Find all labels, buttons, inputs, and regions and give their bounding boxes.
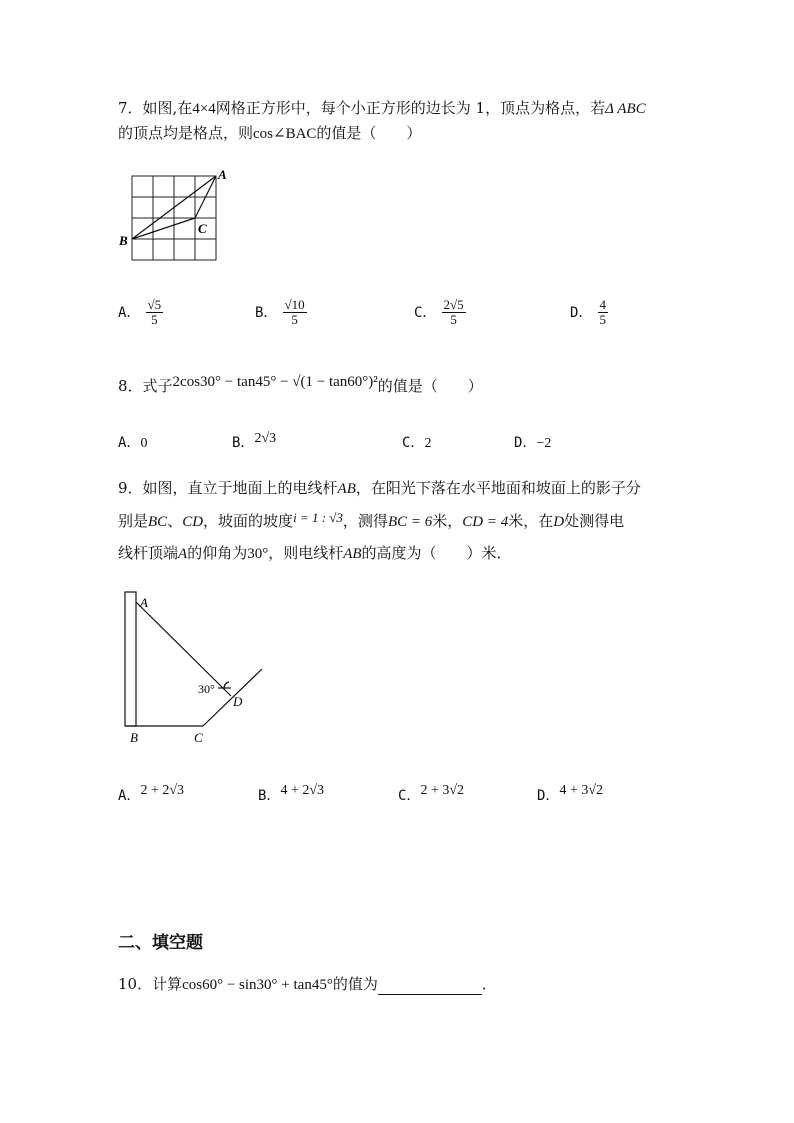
q9-label-d: D: [233, 694, 243, 709]
q7-option-d[interactable]: [570, 298, 608, 327]
q9-line2: [118, 511, 624, 532]
frac-den: 5: [291, 312, 298, 327]
q9-label-c: C: [194, 730, 203, 745]
q7-grid-size: 4×4: [192, 101, 216, 117]
q9-text: 9．如图，直立于地面上的电线杆: [118, 479, 338, 497]
q8-stem: [118, 376, 483, 397]
q10-text: 10．计算: [118, 975, 183, 993]
q9-option-c[interactable]: [398, 785, 464, 805]
q7-option-b[interactable]: [255, 298, 307, 327]
q9-cd: CD: [182, 514, 204, 530]
option-letter: C．: [398, 788, 421, 804]
q9-pole: AB: [337, 481, 356, 497]
frac-den: 5: [151, 312, 158, 327]
q9-text: 线杆顶端: [118, 544, 179, 562]
q9-sun-ray: [136, 602, 231, 696]
q7-line2: [118, 123, 421, 144]
option-letter: A．: [118, 788, 141, 804]
q9-label-b: B: [130, 730, 138, 745]
option-letter: B．: [255, 305, 278, 321]
q7-triangle: Δ ABC: [605, 101, 646, 117]
q10-expression: cos60° − sin30° + tan45°: [182, 977, 333, 993]
q10-text: ．: [481, 975, 497, 993]
option-letter: C．: [414, 305, 437, 321]
option-letter: A．: [118, 305, 141, 321]
q8-expression: 2cos30° − tan45° − √(1 − tan60°)²: [172, 374, 378, 390]
q9-line1: [118, 478, 641, 499]
q7-grid-figure: [112, 166, 242, 266]
q9-point-a: A: [178, 546, 188, 562]
q9-line3: [118, 543, 512, 564]
q9-option-a[interactable]: [118, 785, 184, 805]
frac-den: 5: [450, 312, 457, 327]
q7-text: 7．如图,在: [118, 99, 193, 117]
q7-text: 的顶点均是格点，则: [118, 124, 254, 142]
q9-point-d: D: [553, 514, 565, 530]
q7-line1: [118, 98, 646, 119]
q9-text: 、: [167, 512, 183, 530]
q8-text: 8．式子: [118, 377, 173, 395]
q9-pole-shape: [125, 592, 136, 726]
q9-bc: BC: [148, 514, 168, 530]
option-fraction: [442, 298, 466, 327]
frac-num: √5: [147, 297, 162, 312]
option-value: −2: [536, 436, 552, 451]
q9-label-angle: 30°: [198, 682, 215, 696]
q9-pole-figure: [110, 585, 280, 750]
option-letter: A．: [118, 435, 141, 451]
q9-label-a: A: [140, 595, 148, 610]
q9-bc-eq: BC = 6: [387, 514, 433, 530]
q9-pole: AB: [343, 546, 362, 562]
q8-option-d[interactable]: [514, 432, 551, 452]
q8-option-a[interactable]: [118, 432, 147, 452]
option-value: 4 + 2√3: [280, 783, 325, 798]
frac-num: 2√5: [443, 297, 464, 312]
section-heading: [118, 928, 203, 953]
q8-option-c[interactable]: [402, 432, 431, 452]
option-fraction: [283, 298, 307, 327]
frac-num: 4: [599, 297, 607, 312]
option-value: 2: [424, 436, 432, 451]
q7-option-c[interactable]: [414, 298, 466, 327]
q9-slope: i = 1 : √3: [293, 510, 343, 525]
q7-text: 的值是（ ）: [316, 124, 422, 142]
option-fraction: [598, 298, 609, 327]
q7-label-b: B: [119, 233, 128, 248]
q9-option-d[interactable]: [537, 785, 603, 805]
option-letter: B．: [232, 435, 255, 451]
q10-text: 的值为: [332, 975, 378, 993]
option-fraction: [146, 298, 164, 327]
option-letter: D．: [514, 435, 537, 451]
frac-den: 5: [599, 312, 607, 327]
q10-stem: [118, 974, 497, 995]
q9-text: 米，: [432, 512, 463, 530]
q7-grid: [132, 176, 216, 260]
option-letter: B．: [258, 788, 281, 804]
option-value: 0: [140, 436, 148, 451]
q9-text: 的高度为（ ）米．: [361, 544, 512, 562]
q10-answer-blank[interactable]: [378, 978, 482, 995]
option-value: 2 + 3√2: [420, 783, 465, 798]
section-title: 二、填空题: [118, 933, 203, 953]
q7-cos-expr: cos∠BAC: [253, 126, 317, 142]
q7-text: 网格正方形中，每个小正方形的边长为 1，顶点为格点，若: [215, 99, 606, 117]
option-letter: C．: [402, 435, 425, 451]
q8-option-b[interactable]: [232, 432, 276, 452]
q9-option-b[interactable]: [258, 785, 324, 805]
q9-text: ，在阳光下落在水平地面和坡面上的影子分: [355, 479, 641, 497]
q9-text: 处测得电: [564, 512, 625, 530]
option-letter: D．: [570, 305, 593, 321]
q9-text: 别是: [118, 512, 149, 530]
q9-angle: 30°: [247, 546, 269, 562]
q9-text: 的仰角为: [187, 544, 248, 562]
frac-num: √10: [284, 297, 305, 312]
option-value: 2√3: [254, 431, 277, 446]
q7-label-c: C: [198, 221, 207, 236]
q7-option-a[interactable]: [118, 298, 163, 327]
q7-label-a: A: [218, 167, 227, 182]
q9-text: ，坡面的坡度: [203, 512, 294, 530]
option-value: 2 + 2√3: [140, 783, 185, 798]
option-letter: D．: [537, 788, 560, 804]
q9-cd-eq: CD = 4: [462, 514, 509, 530]
q9-text: ，测得: [342, 512, 388, 530]
q9-text: 米，在: [508, 512, 554, 530]
option-value: 4 + 3√2: [559, 783, 604, 798]
q8-text: 的值是（ ）: [377, 377, 483, 395]
q9-text: ，则电线杆: [268, 544, 344, 562]
